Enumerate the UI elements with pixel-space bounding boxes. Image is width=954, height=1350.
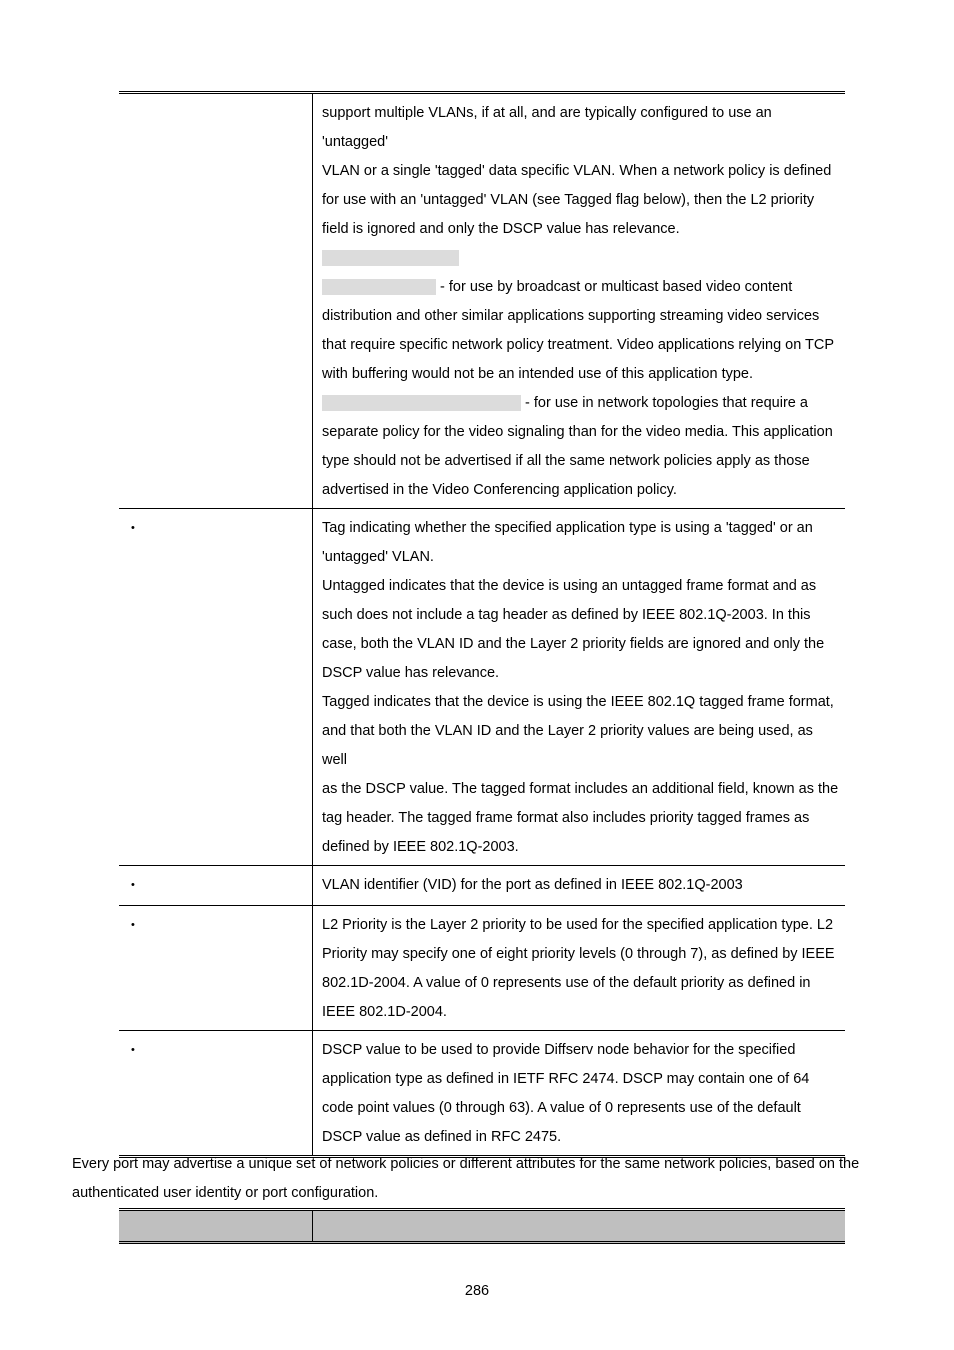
table-header-row [119,1210,845,1243]
table-row [119,509,845,866]
text-line: L2 Priority is the Layer 2 priority to be used for the specified application type. L2 [322,917,834,933]
text-line: 802.1D-2004. A value of 0 represents use of the default priority as defined in [322,975,811,991]
text-line: and that both the VLAN ID and the Layer 2 priority values are being used, as well [322,723,813,768]
text-line: such does not include a tag header as defined by IEEE 802.1Q-2003. In this [322,607,811,623]
bullet-icon: • [131,879,135,891]
bullet-icon: • [131,522,135,534]
redacted-term-bar [322,279,436,295]
text-line: defined by IEEE 802.1Q-2003. [322,839,519,855]
text-line: DSCP value as defined in RFC 2475. [322,1129,562,1145]
text-line: separate policy for the video signaling than for the video media. This application [322,424,833,440]
object-cell [119,93,313,509]
header-cell-description [313,1210,846,1243]
text-line: distribution and other similar applications supporting streaming video services [322,308,820,324]
text-line [322,389,839,418]
text-line: application type as defined in IETF RFC 2474. DSCP may contain one of 64 [322,1071,810,1087]
bullet-icon: • [131,919,135,931]
text-line [322,273,839,302]
text-line: Tag indicating whether the specified application type is using a 'tagged' or an [322,520,813,536]
text-line: DSCP value has relevance. [322,665,500,681]
text-line: for use with an 'untagged' VLAN (see Tagged flag below), then the L2 priority [322,192,815,208]
redacted-term-bar [322,395,521,411]
paragraph-line: Every port may advertise a unique set of network policies or different attributes for the same network policies, based on the [72,1156,860,1172]
text-line: as the DSCP value. The tagged format includes an additional field, known as the [322,781,839,797]
text-line: Untagged indicates that the device is using an untagged frame format and as [322,578,817,594]
object-cell [119,866,313,906]
text-line: DSCP value to be used to provide Diffserv node behavior for the specified [322,1042,796,1058]
text-line: tag header. The tagged frame format also includes priority tagged frames as [322,810,810,826]
text-line: VLAN or a single 'tagged' data specific VLAN. When a network policy is defined [322,163,832,179]
table-row [119,1031,845,1157]
text-span: - for use by broadcast or multicast based video content [440,279,793,295]
text-line: that require specific network policy treatment. Video applications relying on TCP [322,337,835,353]
object-cell [119,906,313,1031]
text-line: Tagged indicates that the device is using the IEEE 802.1Q tagged frame format, [322,694,834,710]
text-line: 'untagged' VLAN. [322,549,434,565]
description-cell [313,93,846,509]
description-cell [313,509,846,866]
body-paragraph [72,1150,872,1207]
text-line: support multiple VLANs, if at all, and are typically configured to use an 'untagged' [322,105,772,150]
table-row [119,93,845,509]
text-line: Priority may specify one of eight priority levels (0 through 7), as defined by IEEE [322,946,835,962]
description-cell [313,866,846,906]
text-line: code point values (0 through 63). A value of 0 represents use of the default [322,1100,801,1116]
text-line: advertised in the Video Conferencing application policy. [322,482,677,498]
description-cell [313,1031,846,1157]
header-cell-object [119,1210,313,1243]
text-line: VLAN identifier (VID) for the port as defined in IEEE 802.1Q-2003 [322,877,743,893]
text-line: with buffering would not be an intended use of this application type. [322,366,753,382]
header-table [119,1208,845,1244]
text-line: case, both the VLAN ID and the Layer 2 priority fields are ignored and only the [322,636,825,652]
text-line: type should not be advertised if all the same network policies apply as those [322,453,810,469]
page-number: 286 [464,1283,490,1299]
description-table [119,91,845,1158]
redacted-term-bar [322,250,459,266]
object-cell [119,509,313,866]
table-row [119,906,845,1031]
text-line: IEEE 802.1D-2004. [322,1004,447,1020]
object-cell [119,1031,313,1157]
text-span: - for use in network topologies that require a [525,395,808,411]
text-line: field is ignored and only the DSCP value has relevance. [322,221,680,237]
paragraph-line: authenticated user identity or port configuration. [72,1184,379,1201]
description-cell [313,906,846,1031]
table-row [119,866,845,906]
bullet-icon: • [131,1044,135,1056]
redacted-line [322,244,839,273]
